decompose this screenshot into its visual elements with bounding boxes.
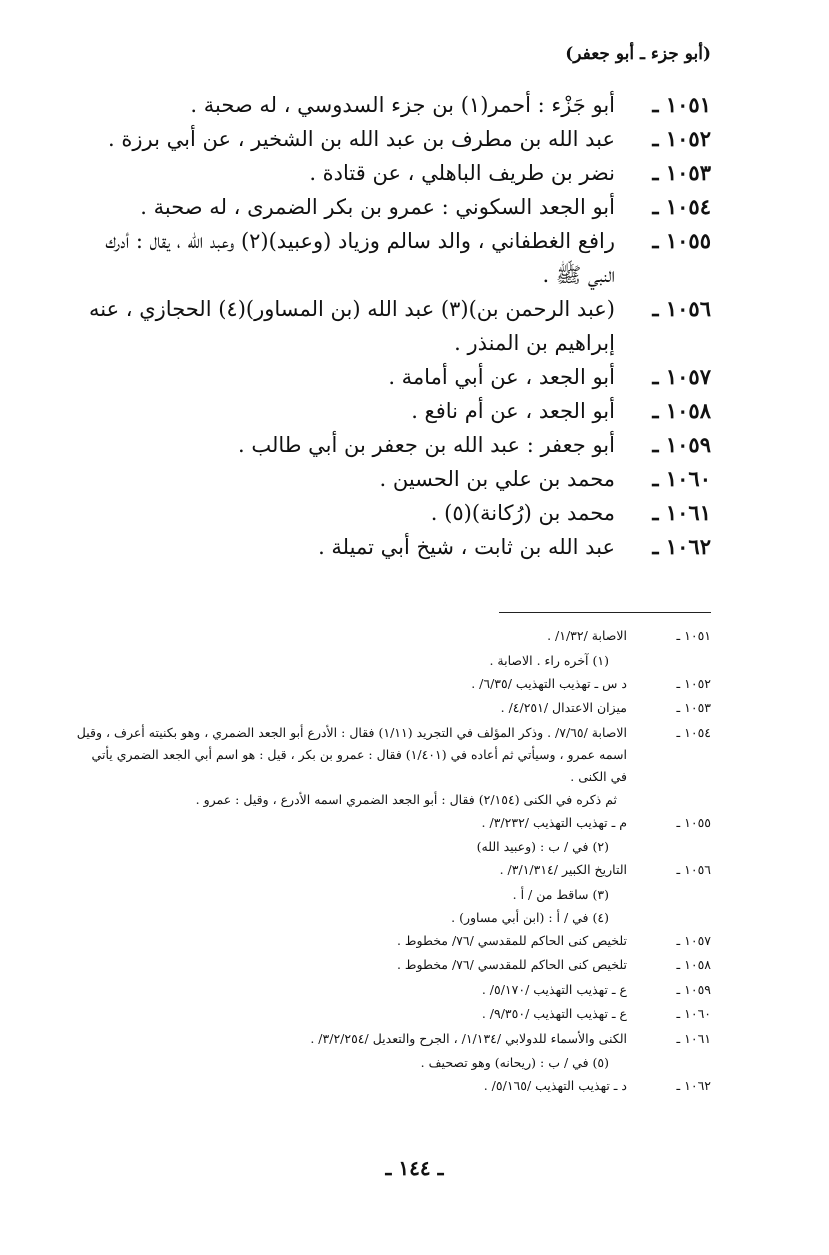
- footnote-text: الكنى والأسماء للدولابي /١/١٣٤/ ، الجرح والتعديل /٣/٢/٢٥٤/ .: [310, 1030, 627, 1046]
- entry-number: ١٠٥٣ ـ: [652, 160, 711, 185]
- entry-row: [75, 88, 711, 122]
- entry-row: [75, 224, 711, 292]
- footnote-text: (٢) في / ب : (وعبيد الله): [476, 839, 609, 854]
- footnote-list: [75, 624, 711, 1099]
- footnote-row: [75, 696, 711, 721]
- entry-row: [75, 360, 711, 394]
- entry-number: ١٠٦١ ـ: [652, 500, 711, 525]
- footnote-number: ١٠٥١ ـ: [676, 628, 711, 643]
- footnote-text: الاصابة /٧/٦٥/ . وذكر المؤلف في التجريد (١/١١) فقال : الأدرع أبو الجعد الضمري ، وهو بكنيته أعرف ، وقيل اسمه عمرو ، وسيأتي ثم أعاده في (١/٤٠١) فقال : عمرو بن بكر ، قيل : هو اسم أبي الجعد الضمري يأتي في الكنى .: [76, 724, 627, 784]
- footnote-row: [75, 906, 711, 929]
- footnote-row: [75, 1051, 711, 1074]
- footnote-text: م ـ تهذيب التهذيب /٣/٢٣٢/ .: [481, 814, 627, 830]
- entry-text: نضر بن طريف الباهلي ، عن قتادة .: [309, 161, 615, 185]
- entry-row: [75, 394, 711, 428]
- entry-row: [75, 428, 711, 462]
- footnote-text: (١) آخره راء . الاصابة .: [489, 652, 609, 668]
- footnote-number: [627, 906, 711, 929]
- entry-row: [75, 462, 711, 496]
- footnote-row: [75, 649, 711, 672]
- footnote-row: [75, 811, 711, 836]
- entry-number: ١٠٥٤ ـ: [652, 194, 711, 219]
- footnote-number: ١٠٦٠ ـ: [676, 1006, 711, 1021]
- entry-text: أبو الجعد ، عن أبي أمامة .: [388, 365, 615, 389]
- entry-text: أبو الجعد السكوني : عمرو بن بكر الضمرى ، له صحبة .: [140, 195, 615, 219]
- entry-row: [75, 190, 711, 224]
- entry-row: [75, 530, 711, 564]
- entry-text: محمد بن (رُكانة)(٥) .: [430, 501, 615, 525]
- entry-text: أبو جَزْء : أحمر(١) بن جزء السدوسي ، له صحبة .: [190, 93, 615, 117]
- footnote-row: [75, 721, 711, 788]
- entry-text: أبو الجعد ، عن أم نافع .: [411, 399, 615, 423]
- footnote-number: ١٠٥٨ ـ: [676, 957, 711, 972]
- footnote-number: [627, 788, 711, 811]
- footnote-row: [75, 624, 711, 649]
- entry-row: [75, 156, 711, 190]
- footnote-text: ع ـ تهذيب التهذيب /٥/١٧٠/ .: [481, 981, 627, 997]
- footnote-number: [627, 835, 711, 858]
- entry-number: ١٠٦٢ ـ: [652, 534, 711, 559]
- entry-list: [75, 88, 711, 564]
- entry-row: [75, 122, 711, 156]
- footnote-number: ١٠٥٩ ـ: [676, 981, 711, 997]
- entry-number: ١٠٥٩ ـ: [652, 432, 711, 457]
- footnote-text: ميزان الاعتدال /٤/٢٥١/ .: [500, 700, 627, 715]
- footnote-text: (٤) في / أ : (ابن أبي مساور) .: [451, 909, 609, 925]
- entry-text: رافع الغطفاني ، والد سالم وزياد (وعبيد)(٢) وعبد الله ، يقال : أدرك النبي ﷺ .: [105, 229, 615, 287]
- footnote-text: الاصابة /١/٣٢/ .: [547, 628, 627, 643]
- footnote-number: ١٠٥٢ ـ: [676, 675, 711, 691]
- footnote-row: [75, 883, 711, 906]
- entry-row: [75, 292, 711, 360]
- footnote-number: ١٠٥٧ ـ: [676, 932, 711, 948]
- footnote-row: [75, 858, 711, 883]
- footnote-text: (٣) ساقط من / أ .: [512, 886, 609, 902]
- footnote-row: [75, 835, 711, 858]
- entry-number: ١٠٥٥ ـ: [652, 228, 711, 253]
- entry-number: ١٠٥٨ ـ: [652, 398, 711, 423]
- footnote-number: ١٠٥٤ ـ: [676, 724, 711, 740]
- footnote-row: [75, 929, 711, 954]
- footnote-number: [627, 883, 711, 906]
- footnote-row: [75, 978, 711, 1003]
- entry-text: (عبد الرحمن بن)(٣) عبد الله (بن المساور)(٤) الحجازي ، عنه إبراهيم بن المنذر .: [88, 297, 615, 355]
- entry-row: [75, 496, 711, 530]
- footnote-row: [75, 1027, 711, 1052]
- entry-number: ١٠٥٢ ـ: [652, 126, 711, 151]
- footnote-row: [75, 788, 711, 811]
- entry-number: ١٠٥١ ـ: [652, 92, 711, 117]
- entry-number: ١٠٥٦ ـ: [652, 296, 711, 321]
- footnote-row: [75, 1002, 711, 1027]
- footnote-number: ١٠٥٦ ـ: [676, 862, 711, 877]
- entry-number: ١٠٦٠ ـ: [652, 466, 711, 491]
- footnote-separator: [499, 612, 711, 613]
- footnote-number: ١٠٦١ ـ: [676, 1030, 711, 1046]
- footnote-text: تلخيص كنى الحاكم للمقدسي /٧٦/ مخطوط .: [396, 932, 627, 948]
- entry-text: عبد الله بن مطرف بن عبد الله بن الشخير ، عن أبي برزة .: [108, 127, 615, 151]
- entry-number: ١٠٥٧ ـ: [652, 364, 711, 389]
- footnote-text: د ـ تهذيب التهذيب /٥/١٦٥/ .: [483, 1078, 627, 1093]
- footnote-row: [75, 672, 711, 697]
- footnote-text: ع ـ تهذيب التهذيب /٩/٣٥٠/ .: [481, 1006, 627, 1021]
- entry-text: محمد بن علي بن الحسين .: [379, 467, 615, 491]
- footnote-text: تلخيص كنى الحاكم للمقدسي /٧٦/ مخطوط .: [396, 957, 627, 972]
- footnote-number: [627, 649, 711, 672]
- footnote-text: ثم ذكره في الكنى (٢/١٥٤) فقال : أبو الجعد الضمري اسمه الأدرع ، وقيل : عمرو .: [195, 791, 617, 807]
- footnote-number: [627, 1051, 711, 1074]
- footnote-number: ١٠٦٢ ـ: [676, 1078, 711, 1093]
- footnote-text: (٥) في / ب : (ريحانه) وهو تصحيف .: [420, 1055, 609, 1070]
- entry-text: أبو جعفر : عبد الله بن جعفر بن أبي طالب .: [238, 433, 615, 457]
- footnote-text: التاريخ الكبير /٣/١/٣١٤/ .: [499, 862, 627, 877]
- footnote-text: د س ـ تهذيب التهذيب /٦/٣٥/ .: [471, 675, 627, 691]
- footnote-row: [75, 1074, 711, 1099]
- footnote-number: ١٠٥٣ ـ: [676, 700, 711, 715]
- page-number: ـ ١٤٤ ـ: [385, 1156, 444, 1180]
- running-header: (أبو جزء ـ أبو جعفر): [565, 44, 711, 64]
- entry-text: عبد الله بن ثابت ، شيخ أبي تميلة .: [318, 535, 615, 559]
- footnote-row: [75, 953, 711, 978]
- footnote-number: ١٠٥٥ ـ: [676, 814, 711, 830]
